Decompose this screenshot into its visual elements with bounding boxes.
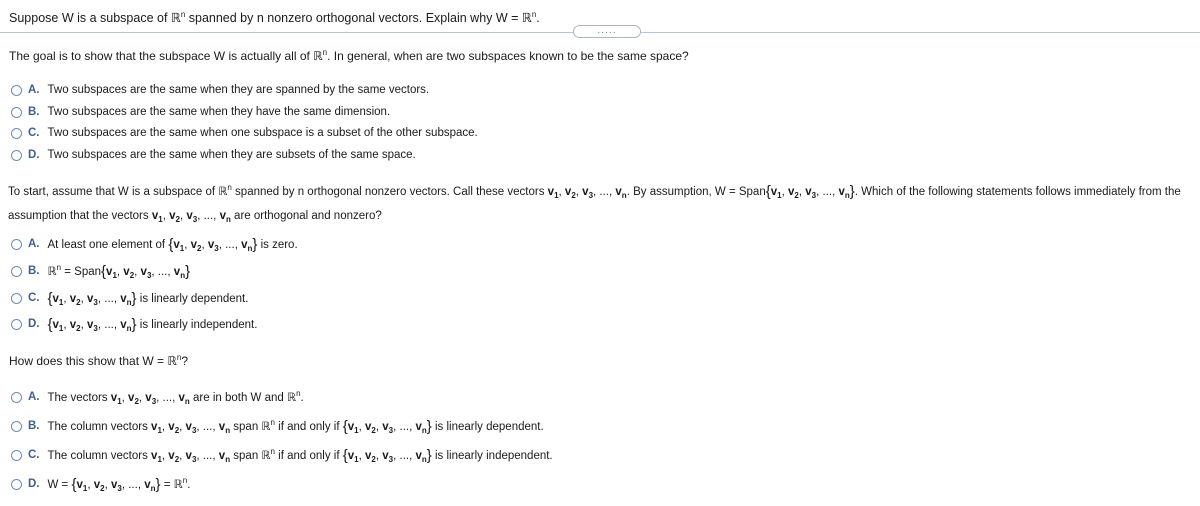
q1-option-c[interactable] <box>11 125 478 141</box>
vector-set: {$v_1$, $v_2$, $v_3$, ..., $v_n$} <box>342 446 432 464</box>
radio-button[interactable] <box>11 392 22 403</box>
q3-option-c[interactable] <box>11 447 553 463</box>
vector-list: $v_1$, $v_2$, $v_3$, ..., $v_n$ <box>151 420 231 435</box>
option-letter: A. <box>28 84 40 96</box>
option-letter: B. <box>28 420 40 432</box>
q1-option-a[interactable] <box>11 82 429 98</box>
vector-list: $v_1$, $v_2$, $v_3$, ..., $v_n$ <box>106 265 186 280</box>
option-text: $W = \{v_1$, $v_2$, $v_3$, ..., $v_n$} = ℝ$^n$. <box>47 475 191 493</box>
vector-list: $v_1$, $v_2$, $v_3$, ..., $v_n$ <box>347 449 427 464</box>
option-letter: D. <box>28 149 40 161</box>
vector-set: {$v_1$, $v_2$, $v_3$, ..., $v_n$} <box>47 289 137 307</box>
option-text: The column vectors $v_1$, $v_2$, $v_3$, ..., $v_n$ span ℝ$^n$ if and only if {$v_1$, $v_2$, $v_3$, ..., $v_n$} is linearly independent. <box>47 446 553 464</box>
vector-list: $v_1$, $v_2$, $v_3$, ..., $v_n$ <box>547 186 627 200</box>
option-text: Two subspaces are the same when one subspace is a subset of the other subspace. <box>47 127 478 139</box>
vector-list: $v_1$, $v_2$, $v_3$, ..., $v_n$ <box>770 186 850 200</box>
vector-list: $v_1$, $v_2$, $v_3$, ..., $v_n$ <box>173 238 253 253</box>
radio-button[interactable] <box>11 85 22 96</box>
option-letter: C. <box>28 449 40 461</box>
vector-set: {$v_1$, $v_2$, $v_3$, ..., $v_n$} <box>342 417 432 435</box>
option-text: {$v_1$, $v_2$, $v_3$, ..., $v_n$} is linearly dependent. <box>47 289 249 307</box>
option-letter: C. <box>28 127 40 139</box>
radio-button[interactable] <box>11 319 22 330</box>
radio-button[interactable] <box>11 293 22 304</box>
q3-option-b[interactable] <box>11 418 544 434</box>
option-letter: C. <box>28 292 40 304</box>
q1-option-d[interactable] <box>11 147 416 163</box>
radio-button[interactable] <box>11 239 22 250</box>
q2-option-b[interactable] <box>11 263 190 279</box>
q2-option-a[interactable] <box>11 236 298 252</box>
vector-set: {$v_1$, $v_2$, $v_3$, ..., $v_n$} <box>71 475 161 493</box>
vector-set: {$v_1$, $v_2$, $v_3$, ..., $v_n$} <box>47 315 137 333</box>
option-letter: D. <box>28 318 40 330</box>
q1-option-b[interactable] <box>11 104 390 120</box>
option-text: ℝ$^n$ = $Span\{v_1$, $v_2$, $v_3$, ..., $v_n$} <box>47 262 191 280</box>
q3-option-d[interactable] <box>11 476 190 492</box>
radio-button[interactable] <box>11 266 22 277</box>
vector-list: $v_1$, $v_2$, $v_3$, ..., $v_n$ <box>52 292 132 307</box>
radio-button[interactable] <box>11 128 22 139</box>
option-letter: B. <box>28 106 40 118</box>
option-text: {$v_1$, $v_2$, $v_3$, ..., $v_n$} is linearly independent. <box>47 315 258 333</box>
vector-list: $v_1$, $v_2$, $v_3$, ..., $v_n$ <box>110 391 190 406</box>
radio-button[interactable] <box>11 479 22 490</box>
vector-list: $v_1$, $v_2$, $v_3$, ..., $v_n$ <box>347 420 427 435</box>
option-text: The vectors $v_1$, $v_2$, $v_3$, ..., $v_n$ are in both W and ℝ$^n$. <box>47 388 304 406</box>
q2-option-c[interactable] <box>11 290 248 306</box>
option-text: At least one element of {$v_1$, $v_2$, $v_3$, ..., $v_n$} is zero. <box>47 235 298 253</box>
vector-set: {$v_1$, $v_2$, $v_3$, ..., $v_n$} <box>765 183 855 200</box>
q3-option-a[interactable] <box>11 389 304 405</box>
vector-set: {$v_1$, $v_2$, $v_3$, ..., $v_n$} <box>168 235 258 253</box>
option-letter: A. <box>28 238 40 250</box>
option-text: Two subspaces are the same when they have the same dimension. <box>47 106 391 118</box>
vector-list: $v_1$, $v_2$, $v_3$, ..., $v_n$ <box>52 318 132 333</box>
vector-list: $v_1$, $v_2$, $v_3$, ..., $v_n$ <box>76 478 156 493</box>
option-letter: B. <box>28 265 40 277</box>
vector-set: {$v_1$, $v_2$, $v_3$, ..., $v_n$} <box>101 262 191 280</box>
option-text: The column vectors $v_1$, $v_2$, $v_3$, ..., $v_n$ span ℝ$^n$ if and only if {$v_1$, $v_2$, $v_3$, ..., $v_n$} is linearly dependent. <box>47 417 544 435</box>
radio-button[interactable] <box>11 150 22 161</box>
expand-button[interactable]: ..... <box>573 25 641 38</box>
option-letter: A. <box>28 391 40 403</box>
problem-statement: Suppose W is a subspace of ℝ$^n$ spanned by n nonzero orthogonal vectors. Explain why W = ℝ$^n$. <box>9 10 540 25</box>
q2-option-d[interactable] <box>11 316 257 332</box>
question-1: The goal is to show that the subspace W is actually all of ℝ$^n$. In general, when are two subspaces known to be the same space? <box>9 48 689 63</box>
radio-button[interactable] <box>11 450 22 461</box>
radio-button[interactable] <box>11 421 22 432</box>
radio-button[interactable] <box>11 107 22 118</box>
option-text: Two subspaces are the same when they are spanned by the same vectors. <box>47 84 430 96</box>
option-letter: D. <box>28 478 40 490</box>
option-text: Two subspaces are the same when they are subsets of the same space. <box>47 149 416 161</box>
question-2: To start, assume that W is a subspace of ℝ$^n$ spanned by n orthogonal nonzero vectors. Call these vectors $v_1$, $v_2$, $v_3$, ..., $v_n$. By assumption, $W = Span\{v_1$, $v_2$, $v_3$, ..., $v_n$}. Which of the following statements follows immediately from the assumption that the vectors $v_1$, $v_2$, $v_3$, ..., $v_n$ are orthogonal and nonzero? <box>8 183 1181 224</box>
vector-list: $v_1$, $v_2$, $v_3$, ..., $v_n$ <box>151 449 231 464</box>
vector-list: $v_1$, $v_2$, $v_3$, ..., $v_n$ <box>151 210 231 224</box>
question-3: How does this show that W = ℝ$^n$? <box>9 353 189 368</box>
